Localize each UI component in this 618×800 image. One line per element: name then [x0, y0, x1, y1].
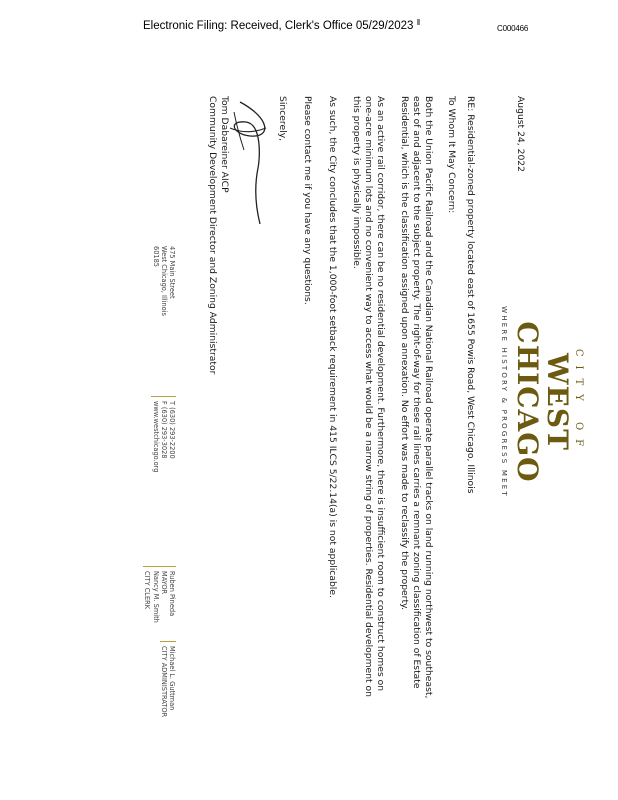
- letter-date: August 24, 2022: [515, 96, 526, 172]
- logo-tagline: WHERE HISTORY & PROGRESS MEET: [499, 306, 508, 498]
- signer-title: Community Development Director and Zoning Administrator: [207, 96, 218, 375]
- footer-address: [151, 246, 176, 316]
- footer-website: www.westchicago.org: [151, 401, 160, 473]
- city-logo: [498, 272, 584, 532]
- closing: Sincerely,: [277, 96, 288, 142]
- logo-city-of: CITY OF: [573, 348, 584, 456]
- footer-address-line: 475 Main Street: [168, 246, 176, 299]
- paragraph-contact: Please contact me if you have any questions.: [302, 96, 313, 305]
- footer-admin-title: CITY ADMINISTRATOR: [159, 646, 168, 718]
- footer-phone: T (630) 293-2200: [168, 401, 176, 459]
- footer-officials: [143, 566, 176, 623]
- salutation: To Whom It May Concern:: [446, 96, 457, 214]
- paragraph-rail-corridor: As an active rail corridor, there can be no residential development. Furthermore, there is insufficient room to construct homes on one-acre minimum lots and no convenient way to access what would be a narrow string of properties. Residential development on this property is physically impossible.: [350, 96, 386, 697]
- subject-line: RE: Residential-zoned property located east of 1655 Powis Road, West Chicago, Illinois: [465, 96, 476, 494]
- signer-name: Tom Dabareiner AICP: [219, 96, 230, 193]
- footer-administrator: [160, 641, 176, 717]
- document-id: C000466: [497, 24, 529, 33]
- paragraph-rail-lines: Both the Union Pacific Railroad and the Canadian National Railroad operate parallel tracks on land running northwest to southeast, east of and adjacent to the subject property. The right-of-way for these rail lines carries a remnant zoning classification of Estate Residential, which is the classification assigned upon annexation. No effort was made to reclassify the property.: [398, 96, 434, 699]
- footer-address-line: 60185: [151, 246, 160, 267]
- footer-mayor-name: Ruben Pineda: [168, 571, 176, 617]
- footer-contact: [151, 396, 176, 472]
- footer-clerk-name: Nancy M. Smith: [151, 571, 160, 623]
- footer-clerk-title: CITY CLERK: [143, 571, 152, 610]
- footer-mayor-title: MAYOR: [159, 571, 168, 595]
- footer-admin-name: Michael L. Guttman: [168, 646, 176, 711]
- electronic-filing-stamp: Electronic Filing: Received, Clerk's Office 05/29/2023: [143, 20, 414, 32]
- paragraph-conclusion: As such, the City concludes that the 1,000-foot setback requirement in 415 ILCS 5/22.14(a) is not applicable.: [327, 96, 338, 598]
- footer-fax: F (630) 293-3028: [159, 401, 168, 459]
- rotated-letter: [136, 96, 584, 736]
- scan-mark: [417, 19, 420, 25]
- logo-city-name: WEST CHICAGO: [510, 321, 574, 483]
- footer-address-line: West Chicago, Illinois: [159, 246, 168, 316]
